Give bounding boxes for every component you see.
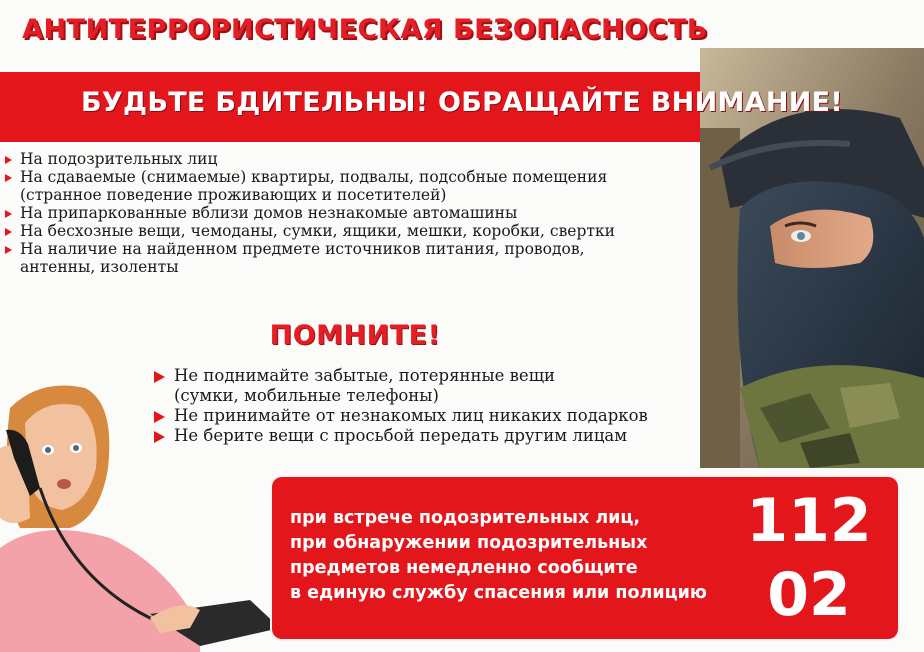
list-item: На бесхозные вещи, чемоданы, сумки, ящики, мешки, коробки, свертки xyxy=(4,222,694,240)
emergency-call-box xyxy=(272,477,898,639)
call-line: в единую службу спасения или полицию xyxy=(290,583,707,603)
call-line: при встрече подозрительных лиц, xyxy=(290,508,641,528)
list-item: На подозрительных лиц xyxy=(4,150,694,168)
list-item: На сдаваемые (снимаемые) квартиры, подвалы, подсобные помещения (странное поведение проживающих и посетителей) xyxy=(4,168,670,204)
page-title: АНТИТЕРРОРИСТИЧЕСКАЯ БЕЗОПАСНОСТЬ xyxy=(22,14,708,45)
police-number-02: 02 xyxy=(767,560,851,630)
list-item: Не берите вещи с просьбой передать другим лицам xyxy=(152,426,692,446)
remember-title: ПОМНИТЕ! xyxy=(269,320,441,351)
banner-text: БУДЬТЕ БДИТЕЛЬНЫ! ОБРАЩАЙТЕ ВНИМАНИЕ! xyxy=(80,87,843,118)
emergency-number-112: 112 xyxy=(746,486,872,556)
attention-list xyxy=(4,150,694,276)
call-line: предметов немедленно сообщите xyxy=(290,558,638,578)
list-item: На наличие на найденном предмете источников питания, проводов, антенны, изоленты xyxy=(4,240,620,276)
call-line: при обнаружении подозрительных xyxy=(290,533,648,553)
list-item: Не поднимайте забытые, потерянные вещи (сумки, мобильные телефоны) xyxy=(152,366,594,406)
list-item: Не принимайте от незнакомых лиц никаких подарков xyxy=(152,406,692,426)
remember-list xyxy=(152,366,692,446)
list-item: На припаркованные вблизи домов незнакомые автомашины xyxy=(4,204,694,222)
call-instructions xyxy=(290,506,750,606)
